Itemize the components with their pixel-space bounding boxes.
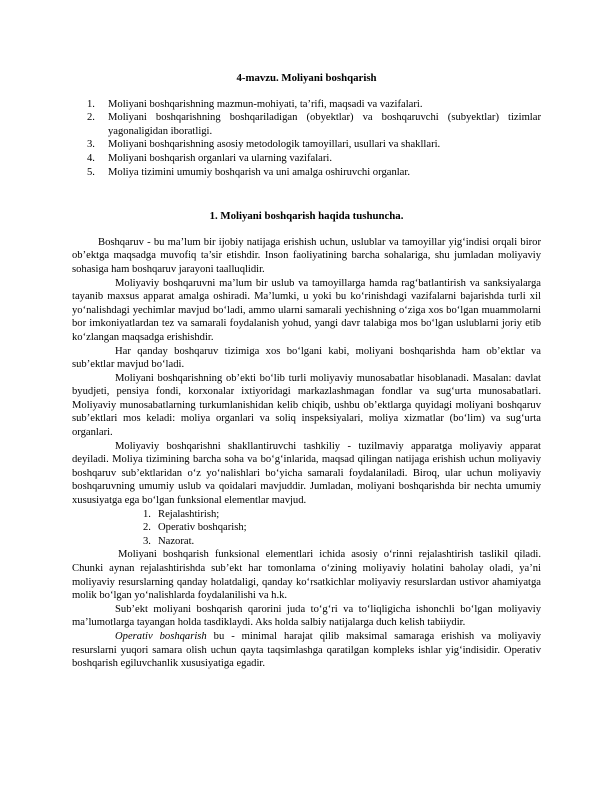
paragraph-operativ-boshqarish	[72, 630, 541, 671]
outline-number: 2.	[87, 112, 95, 124]
page-title: 4-mavzu. Moliyani boshqarish	[236, 72, 377, 84]
outline-number: 4.	[87, 152, 95, 164]
paragraph-moliyaviy-boshqaruv: Moliyaviy boshqaruvni ma’lum bir uslub va tamoyillarga hamda rag‘batlantirish va sanksiyalarga tayanib maxsus apparat amalga oshiradi. Ma’lumki, u yoki bu ko‘rinishdagi vazifalarni bajarishda turli xil yo‘nalishdagi yechimlar mavjud bo‘ladi, ammo ularni samarali yechishning o‘ziga xos bo‘lgan muammolarni bor imkoniyatlardan tez va samarali foydalanish yohud, yangi davr talabiga mos bo‘lgan uslublarni joriy etib ko‘zlangan maqsadga erishishdir.	[72, 277, 541, 343]
list-item	[72, 508, 541, 522]
list-text: Operativ boshqarish;	[158, 522, 247, 534]
list-number: 3.	[143, 535, 151, 547]
list-item	[72, 521, 541, 535]
paragraph-rejalashtirish: Moliyani boshqarish funksional elementlari ichida asosiy o‘rinni rejalashtirish taslikil qiladi. Chunki aynan rejalashtirishda sub’ekt har tomonlama o‘zining moliyaviy holatini baholay oladi, ya’ni moliyaviy resurslarning qanday holatdaligi, qanday ko‘rsatkichlar moliyaviy resurslardan ustivor ahamiyatga molik bo‘lgan yo‘nalishlarda foydalanilishi va h.k.	[72, 549, 541, 602]
outline-text: Moliyani boshqarishning boshqariladigan (obyektlar) va boshqaruvchi (subyektlar) tizimlar yagonaligidan iboratligi.	[108, 112, 541, 137]
paragraph-obektlar-subektlar: Har qanday boshqaruv tizimiga xos bo‘lgani kabi, moliyani boshqarishda ham ob’ektlar va sub’ektlar mavjud bo‘ladi.	[72, 345, 541, 371]
section-title: 1. Moliyani boshqarish haqida tushuncha.	[209, 210, 404, 223]
functional-elements-list	[72, 508, 541, 549]
outline-number: 1.	[87, 98, 95, 110]
outline-text: Moliyani boshqarish organlari va ularning vazifalari.	[108, 152, 332, 164]
topic-outline	[72, 98, 541, 180]
outline-number: 5.	[87, 166, 95, 178]
outline-item	[72, 166, 541, 180]
list-number: 1.	[143, 508, 151, 520]
list-number: 2.	[143, 522, 151, 534]
outline-item	[72, 138, 541, 152]
list-text: Nazorat.	[158, 535, 195, 547]
paragraph-boshqarish-qarori: Sub’ekt moliyani boshqarish qarorini juda to‘g‘ri va to‘liqligicha ishonchli bo‘lgan moliyaviy ma’lumotlarga tayangan holda tasdiklaydi. Aks holda salbiy natijalarga duch kelish tabiiydir.	[72, 603, 541, 629]
term-operativ-boshqarish: Operativ boshqarish	[115, 630, 207, 642]
paragraph-moliyaviy-apparat: Moliyaviy boshqarishni shakllantiruvchi tashkiliy - tuzilmaviy apparatga moliyaviy apparat deyiladi. Moliya tizimining barcha soha va bo‘g‘inlarida, maqsad qilingan natijaga erishish uchun moliyaviy boshqaruv sub’ektlaridan o‘z yo‘nalishlari bo‘yicha samarali foydalaniladi. Biroq, ular uchun moliyaviy boshqaruvning umumiy uslub va qoidalari mavjuddir. Jumladan, moliyani boshqarishda bir nechta umumiy xususiyatga ega bo‘lgan funksional elementlar mavjud.	[72, 440, 541, 507]
outline-text: Moliya tizimini umumiy boshqarish va uni amalga oshiruvchi organlar.	[108, 166, 410, 178]
outline-text: Moliyani boshqarishning mazmun-mohiyati, ta’rifi, maqsadi va vazifalari.	[108, 98, 423, 110]
paragraph-boshqarish-obekti: Moliyani boshqarishning ob’ekti bo‘lib turli moliyaviy munosabatlar hisoblanadi. Masalan: davlat byudjeti, pensiya fondi, korxonalar ixtiyoridagi markazlashmagan fondlar va sug‘urta munosabatlari. Moliyaviy munosabatlarning turkumlanishidan kelib chiqib, ushbu ob’ektlarga quyidagi moliyani boshqaruv sub’ektlari mos keladi: moliya organlari va soliq inspeksiyalari, moliya xizmatlar (bo‘lim) va sug‘urta organlari.	[72, 372, 541, 439]
list-item	[72, 535, 541, 549]
paragraph-boshqaruv: Boshqaruv - bu ma’lum bir ijobiy natijaga erishish uchun, uslublar va tamoyillar yig‘indisi orqali biror ob’ektga maqsadga muvofiq ta’sir etishdir. Inson faoliyatining barcha sohalariga, shu jumladan moliyaviy sohasiga ham boshqaruv jarayoni taalluqlidir.	[72, 236, 541, 275]
outline-text: Moliyani boshqarishning asosiy metodologik tamoyillari, usullari va shakllari.	[108, 139, 441, 151]
document-page	[72, 72, 541, 671]
outline-item	[72, 111, 541, 138]
outline-number: 3.	[87, 139, 95, 151]
list-text: Rejalashtirish;	[158, 508, 220, 520]
definition-text: bu - minimal harajat qilib maksimal samaraga erishish va moliyaviy resurslarni yuqori samara olish uchun qayta taqsimlashga qaratilgan kompleks ishlar yig‘indisidir. Operativ boshqarish egiluvchanlik xususiyatiga egadir.	[72, 630, 541, 670]
outline-item	[72, 152, 541, 166]
outline-item	[72, 98, 541, 112]
